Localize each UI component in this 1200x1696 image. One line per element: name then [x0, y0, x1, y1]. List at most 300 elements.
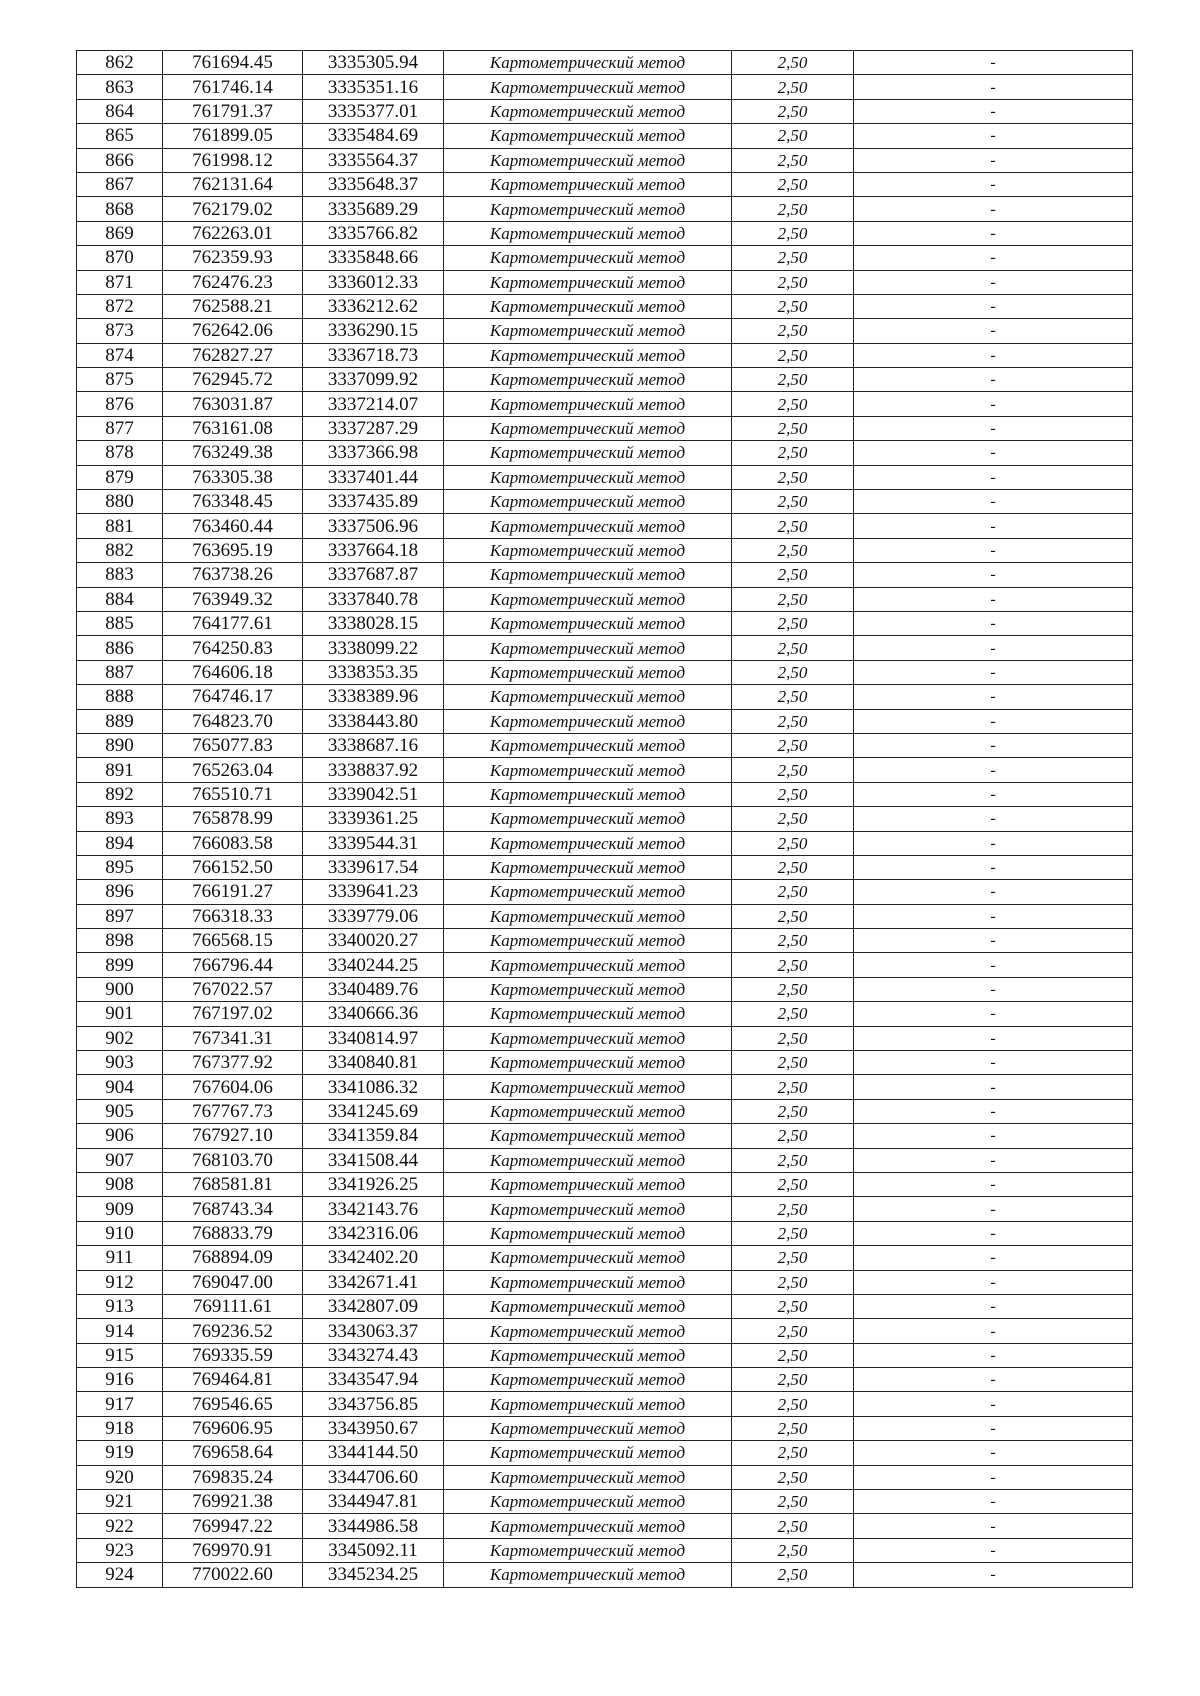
table-row	[77, 1026, 1133, 1050]
accuracy-cell: 2,50	[732, 294, 854, 318]
x-coordinate-cell: 770022.60	[163, 1563, 303, 1587]
table-row	[77, 807, 1133, 831]
accuracy-cell: 2,50	[732, 514, 854, 538]
x-coordinate-cell: 769047.00	[163, 1270, 303, 1294]
accuracy-cell: 2,50	[732, 831, 854, 855]
note-cell: -	[854, 124, 1133, 148]
note-cell: -	[854, 246, 1133, 270]
method-cell: Картометрический метод	[444, 1343, 732, 1367]
method-cell: Картометрический метод	[444, 197, 732, 221]
y-coordinate-cell: 3335564.37	[303, 148, 444, 172]
table-row	[77, 514, 1133, 538]
method-cell: Картометрический метод	[444, 172, 732, 196]
table-row	[77, 660, 1133, 684]
table-row	[77, 319, 1133, 343]
method-cell: Картометрический метод	[444, 929, 732, 953]
table-row	[77, 1563, 1133, 1587]
table-row	[77, 611, 1133, 635]
method-cell: Картометрический метод	[444, 392, 732, 416]
method-cell: Картометрический метод	[444, 733, 732, 757]
y-coordinate-cell: 3339641.23	[303, 880, 444, 904]
table-row	[77, 685, 1133, 709]
point-number-cell: 868	[77, 197, 163, 221]
x-coordinate-cell: 763161.08	[163, 416, 303, 440]
note-cell: -	[854, 75, 1133, 99]
x-coordinate-cell: 761694.45	[163, 51, 303, 75]
note-cell: -	[854, 1538, 1133, 1562]
accuracy-cell: 2,50	[732, 1392, 854, 1416]
y-coordinate-cell: 3341926.25	[303, 1172, 444, 1196]
y-coordinate-cell: 3339361.25	[303, 807, 444, 831]
table-row	[77, 441, 1133, 465]
point-number-cell: 903	[77, 1051, 163, 1075]
table-row	[77, 148, 1133, 172]
note-cell: -	[854, 758, 1133, 782]
note-cell: -	[854, 1099, 1133, 1123]
table-row	[77, 270, 1133, 294]
accuracy-cell: 2,50	[732, 1246, 854, 1270]
note-cell: -	[854, 1343, 1133, 1367]
method-cell: Картометрический метод	[444, 1051, 732, 1075]
note-cell: -	[854, 1319, 1133, 1343]
x-coordinate-cell: 767022.57	[163, 977, 303, 1001]
table-row	[77, 1319, 1133, 1343]
table-row	[77, 1538, 1133, 1562]
accuracy-cell: 2,50	[732, 1051, 854, 1075]
method-cell: Картометрический метод	[444, 977, 732, 1001]
table-row	[77, 392, 1133, 416]
x-coordinate-cell: 768581.81	[163, 1172, 303, 1196]
point-number-cell: 863	[77, 75, 163, 99]
accuracy-cell: 2,50	[732, 490, 854, 514]
accuracy-cell: 2,50	[732, 1099, 854, 1123]
x-coordinate-cell: 762179.02	[163, 197, 303, 221]
point-number-cell: 923	[77, 1538, 163, 1562]
y-coordinate-cell: 3337214.07	[303, 392, 444, 416]
y-coordinate-cell: 3343950.67	[303, 1416, 444, 1440]
method-cell: Картометрический метод	[444, 831, 732, 855]
x-coordinate-cell: 769111.61	[163, 1294, 303, 1318]
accuracy-cell: 2,50	[732, 270, 854, 294]
point-number-cell: 890	[77, 733, 163, 757]
note-cell: -	[854, 611, 1133, 635]
table-row	[77, 1075, 1133, 1099]
point-number-cell: 896	[77, 880, 163, 904]
accuracy-cell: 2,50	[732, 611, 854, 635]
y-coordinate-cell: 3338028.15	[303, 611, 444, 635]
note-cell: -	[854, 636, 1133, 660]
note-cell: -	[854, 1490, 1133, 1514]
note-cell: -	[854, 51, 1133, 75]
note-cell: -	[854, 1026, 1133, 1050]
method-cell: Картометрический метод	[444, 1563, 732, 1587]
accuracy-cell: 2,50	[732, 953, 854, 977]
table-row	[77, 51, 1133, 75]
x-coordinate-cell: 768833.79	[163, 1221, 303, 1245]
x-coordinate-cell: 763738.26	[163, 563, 303, 587]
method-cell: Картометрический метод	[444, 221, 732, 245]
point-number-cell: 899	[77, 953, 163, 977]
point-number-cell: 875	[77, 368, 163, 392]
note-cell: -	[854, 929, 1133, 953]
note-cell: -	[854, 465, 1133, 489]
note-cell: -	[854, 221, 1133, 245]
x-coordinate-cell: 764823.70	[163, 709, 303, 733]
table-row	[77, 416, 1133, 440]
x-coordinate-cell: 761899.05	[163, 124, 303, 148]
table-row	[77, 294, 1133, 318]
point-number-cell: 922	[77, 1514, 163, 1538]
table-row	[77, 368, 1133, 392]
accuracy-cell: 2,50	[732, 1221, 854, 1245]
x-coordinate-cell: 762827.27	[163, 343, 303, 367]
y-coordinate-cell: 3338443.80	[303, 709, 444, 733]
accuracy-cell: 2,50	[732, 1294, 854, 1318]
y-coordinate-cell: 3335484.69	[303, 124, 444, 148]
y-coordinate-cell: 3336212.62	[303, 294, 444, 318]
method-cell: Картометрический метод	[444, 1124, 732, 1148]
x-coordinate-cell: 769947.22	[163, 1514, 303, 1538]
accuracy-cell: 2,50	[732, 99, 854, 123]
method-cell: Картометрический метод	[444, 807, 732, 831]
point-number-cell: 910	[77, 1221, 163, 1245]
table-row	[77, 1490, 1133, 1514]
accuracy-cell: 2,50	[732, 1270, 854, 1294]
table-row	[77, 1099, 1133, 1123]
y-coordinate-cell: 3342402.20	[303, 1246, 444, 1270]
y-coordinate-cell: 3339544.31	[303, 831, 444, 855]
note-cell: -	[854, 1441, 1133, 1465]
y-coordinate-cell: 3335766.82	[303, 221, 444, 245]
table-row	[77, 587, 1133, 611]
method-cell: Картометрический метод	[444, 246, 732, 270]
point-number-cell: 871	[77, 270, 163, 294]
method-cell: Картометрический метод	[444, 880, 732, 904]
y-coordinate-cell: 3340814.97	[303, 1026, 444, 1050]
x-coordinate-cell: 769335.59	[163, 1343, 303, 1367]
y-coordinate-cell: 3339617.54	[303, 855, 444, 879]
method-cell: Картометрический метод	[444, 1538, 732, 1562]
table-row	[77, 758, 1133, 782]
note-cell: -	[854, 953, 1133, 977]
x-coordinate-cell: 763348.45	[163, 490, 303, 514]
x-coordinate-cell: 769835.24	[163, 1465, 303, 1489]
x-coordinate-cell: 769970.91	[163, 1538, 303, 1562]
accuracy-cell: 2,50	[732, 1368, 854, 1392]
table-row	[77, 197, 1133, 221]
y-coordinate-cell: 3336718.73	[303, 343, 444, 367]
method-cell: Картометрический метод	[444, 148, 732, 172]
y-coordinate-cell: 3335689.29	[303, 197, 444, 221]
y-coordinate-cell: 3343756.85	[303, 1392, 444, 1416]
coordinates-table	[76, 50, 1133, 1588]
accuracy-cell: 2,50	[732, 1026, 854, 1050]
point-number-cell: 892	[77, 782, 163, 806]
x-coordinate-cell: 764746.17	[163, 685, 303, 709]
point-number-cell: 924	[77, 1563, 163, 1587]
x-coordinate-cell: 767341.31	[163, 1026, 303, 1050]
accuracy-cell: 2,50	[732, 782, 854, 806]
accuracy-cell: 2,50	[732, 416, 854, 440]
accuracy-cell: 2,50	[732, 465, 854, 489]
note-cell: -	[854, 1075, 1133, 1099]
note-cell: -	[854, 1002, 1133, 1026]
table-row	[77, 709, 1133, 733]
method-cell: Картометрический метод	[444, 1319, 732, 1343]
table-row	[77, 1172, 1133, 1196]
y-coordinate-cell: 3340244.25	[303, 953, 444, 977]
x-coordinate-cell: 767767.73	[163, 1099, 303, 1123]
note-cell: -	[854, 1197, 1133, 1221]
y-coordinate-cell: 3337287.29	[303, 416, 444, 440]
y-coordinate-cell: 3340666.36	[303, 1002, 444, 1026]
point-number-cell: 888	[77, 685, 163, 709]
method-cell: Картометрический метод	[444, 465, 732, 489]
note-cell: -	[854, 587, 1133, 611]
point-number-cell: 887	[77, 660, 163, 684]
accuracy-cell: 2,50	[732, 1172, 854, 1196]
accuracy-cell: 2,50	[732, 1319, 854, 1343]
accuracy-cell: 2,50	[732, 368, 854, 392]
point-number-cell: 919	[77, 1441, 163, 1465]
x-coordinate-cell: 761998.12	[163, 148, 303, 172]
note-cell: -	[854, 538, 1133, 562]
x-coordinate-cell: 769546.65	[163, 1392, 303, 1416]
note-cell: -	[854, 514, 1133, 538]
accuracy-cell: 2,50	[732, 709, 854, 733]
note-cell: -	[854, 709, 1133, 733]
y-coordinate-cell: 3344986.58	[303, 1514, 444, 1538]
table-row	[77, 1197, 1133, 1221]
coordinates-table-body	[77, 51, 1133, 1588]
accuracy-cell: 2,50	[732, 758, 854, 782]
table-row	[77, 1368, 1133, 1392]
y-coordinate-cell: 3337099.92	[303, 368, 444, 392]
note-cell: -	[854, 1051, 1133, 1075]
method-cell: Картометрический метод	[444, 99, 732, 123]
method-cell: Картометрический метод	[444, 368, 732, 392]
point-number-cell: 864	[77, 99, 163, 123]
method-cell: Картометрический метод	[444, 514, 732, 538]
method-cell: Картометрический метод	[444, 124, 732, 148]
point-number-cell: 917	[77, 1392, 163, 1416]
point-number-cell: 886	[77, 636, 163, 660]
table-row	[77, 953, 1133, 977]
x-coordinate-cell: 763031.87	[163, 392, 303, 416]
point-number-cell: 920	[77, 1465, 163, 1489]
method-cell: Картометрический метод	[444, 1392, 732, 1416]
y-coordinate-cell: 3335848.66	[303, 246, 444, 270]
accuracy-cell: 2,50	[732, 172, 854, 196]
point-number-cell: 898	[77, 929, 163, 953]
table-row	[77, 1051, 1133, 1075]
point-number-cell: 873	[77, 319, 163, 343]
x-coordinate-cell: 765878.99	[163, 807, 303, 831]
table-row	[77, 1270, 1133, 1294]
note-cell: -	[854, 1514, 1133, 1538]
table-row	[77, 1441, 1133, 1465]
point-number-cell: 902	[77, 1026, 163, 1050]
y-coordinate-cell: 3338837.92	[303, 758, 444, 782]
table-row	[77, 1246, 1133, 1270]
y-coordinate-cell: 3336290.15	[303, 319, 444, 343]
x-coordinate-cell: 764177.61	[163, 611, 303, 635]
accuracy-cell: 2,50	[732, 1343, 854, 1367]
x-coordinate-cell: 767377.92	[163, 1051, 303, 1075]
method-cell: Картометрический метод	[444, 660, 732, 684]
table-row	[77, 929, 1133, 953]
accuracy-cell: 2,50	[732, 124, 854, 148]
table-row	[77, 1416, 1133, 1440]
y-coordinate-cell: 3341086.32	[303, 1075, 444, 1099]
note-cell: -	[854, 490, 1133, 514]
note-cell: -	[854, 1246, 1133, 1270]
point-number-cell: 879	[77, 465, 163, 489]
table-row	[77, 1343, 1133, 1367]
note-cell: -	[854, 563, 1133, 587]
point-number-cell: 893	[77, 807, 163, 831]
table-row	[77, 904, 1133, 928]
point-number-cell: 895	[77, 855, 163, 879]
note-cell: -	[854, 172, 1133, 196]
x-coordinate-cell: 769236.52	[163, 1319, 303, 1343]
point-number-cell: 913	[77, 1294, 163, 1318]
point-number-cell: 908	[77, 1172, 163, 1196]
y-coordinate-cell: 3336012.33	[303, 270, 444, 294]
accuracy-cell: 2,50	[732, 855, 854, 879]
point-number-cell: 870	[77, 246, 163, 270]
y-coordinate-cell: 3337687.87	[303, 563, 444, 587]
table-row	[77, 1148, 1133, 1172]
note-cell: -	[854, 855, 1133, 879]
accuracy-cell: 2,50	[732, 929, 854, 953]
y-coordinate-cell: 3337664.18	[303, 538, 444, 562]
method-cell: Картометрический метод	[444, 904, 732, 928]
x-coordinate-cell: 765077.83	[163, 733, 303, 757]
y-coordinate-cell: 3342671.41	[303, 1270, 444, 1294]
method-cell: Картометрический метод	[444, 1441, 732, 1465]
note-cell: -	[854, 197, 1133, 221]
x-coordinate-cell: 769658.64	[163, 1441, 303, 1465]
point-number-cell: 900	[77, 977, 163, 1001]
table-row	[77, 99, 1133, 123]
method-cell: Картометрический метод	[444, 1368, 732, 1392]
accuracy-cell: 2,50	[732, 1197, 854, 1221]
accuracy-cell: 2,50	[732, 880, 854, 904]
accuracy-cell: 2,50	[732, 977, 854, 1001]
table-row	[77, 733, 1133, 757]
note-cell: -	[854, 1124, 1133, 1148]
x-coordinate-cell: 762263.01	[163, 221, 303, 245]
x-coordinate-cell: 763949.32	[163, 587, 303, 611]
accuracy-cell: 2,50	[732, 1416, 854, 1440]
y-coordinate-cell: 3337840.78	[303, 587, 444, 611]
x-coordinate-cell: 764606.18	[163, 660, 303, 684]
method-cell: Картометрический метод	[444, 490, 732, 514]
x-coordinate-cell: 767927.10	[163, 1124, 303, 1148]
note-cell: -	[854, 1392, 1133, 1416]
note-cell: -	[854, 904, 1133, 928]
accuracy-cell: 2,50	[732, 1148, 854, 1172]
note-cell: -	[854, 807, 1133, 831]
accuracy-cell: 2,50	[732, 538, 854, 562]
table-row	[77, 636, 1133, 660]
point-number-cell: 904	[77, 1075, 163, 1099]
note-cell: -	[854, 733, 1133, 757]
method-cell: Картометрический метод	[444, 1294, 732, 1318]
note-cell: -	[854, 1465, 1133, 1489]
note-cell: -	[854, 831, 1133, 855]
x-coordinate-cell: 769921.38	[163, 1490, 303, 1514]
x-coordinate-cell: 762359.93	[163, 246, 303, 270]
method-cell: Картометрический метод	[444, 1075, 732, 1099]
note-cell: -	[854, 416, 1133, 440]
y-coordinate-cell: 3337401.44	[303, 465, 444, 489]
method-cell: Картометрический метод	[444, 611, 732, 635]
x-coordinate-cell: 766191.27	[163, 880, 303, 904]
y-coordinate-cell: 3338687.16	[303, 733, 444, 757]
table-row	[77, 1294, 1133, 1318]
point-number-cell: 889	[77, 709, 163, 733]
method-cell: Картометрический метод	[444, 1148, 732, 1172]
y-coordinate-cell: 3340489.76	[303, 977, 444, 1001]
accuracy-cell: 2,50	[732, 587, 854, 611]
method-cell: Картометрический метод	[444, 441, 732, 465]
table-row	[77, 343, 1133, 367]
table-row	[77, 221, 1133, 245]
point-number-cell: 909	[77, 1197, 163, 1221]
accuracy-cell: 2,50	[732, 221, 854, 245]
accuracy-cell: 2,50	[732, 246, 854, 270]
method-cell: Картометрический метод	[444, 1416, 732, 1440]
method-cell: Картометрический метод	[444, 416, 732, 440]
note-cell: -	[854, 392, 1133, 416]
table-row	[77, 465, 1133, 489]
method-cell: Картометрический метод	[444, 1002, 732, 1026]
y-coordinate-cell: 3339042.51	[303, 782, 444, 806]
x-coordinate-cell: 763695.19	[163, 538, 303, 562]
y-coordinate-cell: 3337506.96	[303, 514, 444, 538]
method-cell: Картометрический метод	[444, 636, 732, 660]
accuracy-cell: 2,50	[732, 1441, 854, 1465]
method-cell: Картометрический метод	[444, 343, 732, 367]
y-coordinate-cell: 3343547.94	[303, 1368, 444, 1392]
x-coordinate-cell: 767197.02	[163, 1002, 303, 1026]
y-coordinate-cell: 3338353.35	[303, 660, 444, 684]
y-coordinate-cell: 3344706.60	[303, 1465, 444, 1489]
x-coordinate-cell: 762131.64	[163, 172, 303, 196]
point-number-cell: 914	[77, 1319, 163, 1343]
y-coordinate-cell: 3342143.76	[303, 1197, 444, 1221]
point-number-cell: 878	[77, 441, 163, 465]
accuracy-cell: 2,50	[732, 343, 854, 367]
point-number-cell: 867	[77, 172, 163, 196]
x-coordinate-cell: 762476.23	[163, 270, 303, 294]
accuracy-cell: 2,50	[732, 441, 854, 465]
x-coordinate-cell: 766083.58	[163, 831, 303, 855]
note-cell: -	[854, 1270, 1133, 1294]
point-number-cell: 884	[77, 587, 163, 611]
accuracy-cell: 2,50	[732, 563, 854, 587]
table-row	[77, 563, 1133, 587]
y-coordinate-cell: 3342316.06	[303, 1221, 444, 1245]
point-number-cell: 874	[77, 343, 163, 367]
point-number-cell: 865	[77, 124, 163, 148]
x-coordinate-cell: 762588.21	[163, 294, 303, 318]
y-coordinate-cell: 3341245.69	[303, 1099, 444, 1123]
note-cell: -	[854, 1368, 1133, 1392]
point-number-cell: 897	[77, 904, 163, 928]
